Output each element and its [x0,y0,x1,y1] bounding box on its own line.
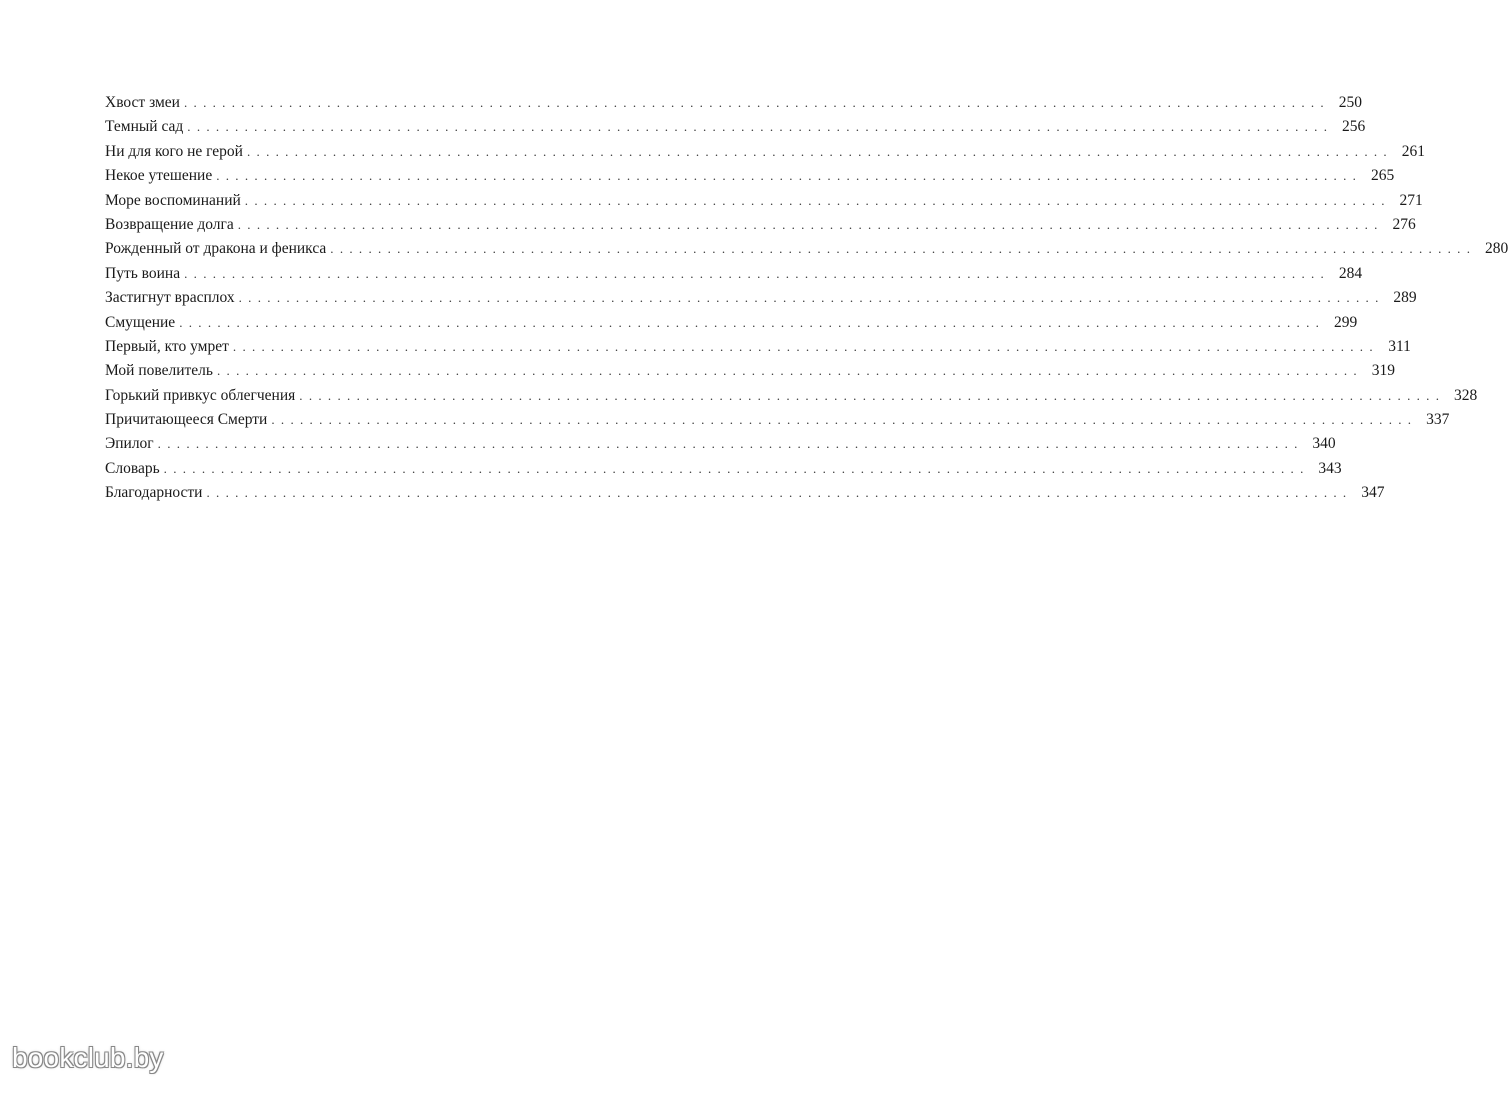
toc-entry[interactable] [105,91,1362,115]
toc-entry-page: 343 [1318,459,1342,477]
toc-dot-leader: ........................................................................................................................ [163,460,1310,476]
toc-dot-leader: ........................................................................................................................ [179,314,1326,330]
toc-dot-leader: ........................................................................................................................ [232,338,1379,354]
toc-entry-page: 337 [1426,411,1450,429]
toc-entry-title: Рожденный от дракона и феникса [105,240,327,258]
toc-entry-page: 340 [1312,435,1336,453]
toc-dot-leader: ........................................................................................................................ [216,363,1363,379]
toc-entry-page: 271 [1399,191,1423,209]
toc-dot-leader: ........................................................................................................................ [157,436,1304,452]
toc-entry-page: 256 [1342,118,1366,136]
toc-entry-title: Возвращение долга [105,215,234,233]
toc-entry-page: 289 [1393,289,1417,307]
toc-dot-leader: ........................................................................................................................ [246,143,1393,159]
toc-dot-leader: ........................................................................................................................ [184,265,1331,281]
toc-entry[interactable] [105,311,1358,335]
toc-entry-title: Мой повелитель [105,362,213,380]
toc-dot-leader: ........................................................................................................................ [238,290,1385,306]
toc-entry-title: Причитающееся Смерти [105,411,268,429]
toc-entry-title: Словарь [105,459,160,477]
toc-dot-leader: ........................................................................................................................ [271,412,1418,428]
toc-dot-leader: ........................................................................................................................ [330,241,1477,257]
toc-entry[interactable] [105,481,1385,505]
toc-dot-leader: ........................................................................................................................ [187,119,1334,135]
toc-entry-title: Горький привкус облегчения [105,386,296,404]
toc-dot-leader: ........................................................................................................................ [237,216,1384,232]
toc-entry-page: 311 [1388,337,1411,355]
table-of-contents [105,91,1508,506]
toc-entry-title: Благодарности [105,484,203,502]
toc-entry[interactable] [105,335,1411,359]
toc-entry-page: 328 [1454,386,1478,404]
toc-entry[interactable] [105,237,1508,261]
toc-entry-page: 261 [1401,142,1425,160]
toc-entry[interactable] [105,164,1395,188]
toc-entry-page: 280 [1485,240,1508,258]
toc-dot-leader: ........................................................................................................................ [216,168,1363,184]
toc-entry-title: Первый, кто умрет [105,337,229,355]
toc-entry-title: Путь воина [105,264,181,282]
toc-entry[interactable] [105,408,1450,432]
toc-entry-title: Ни для кого не герой [105,142,243,160]
toc-entry-title: Эпилог [105,435,154,453]
toc-entry-title: Застигнут врасплох [105,289,235,307]
toc-entry[interactable] [105,262,1363,286]
toc-entry[interactable] [105,384,1478,408]
toc-entry[interactable] [105,140,1425,164]
toc-entry[interactable] [105,213,1416,237]
toc-entry-page: 347 [1361,484,1385,502]
toc-entry[interactable] [105,286,1417,310]
toc-entry-title: Море воспоминаний [105,191,241,209]
toc-entry-page: 319 [1371,362,1395,380]
toc-dot-leader: ........................................................................................................................ [299,387,1446,403]
toc-entry-title: Смущение [105,313,176,331]
toc-entry-page: 299 [1333,313,1358,331]
toc-entry-title: Некое утешение [105,167,213,185]
toc-entry[interactable] [105,189,1423,213]
toc-entry-page: 276 [1392,215,1416,233]
toc-entry-page: 265 [1370,167,1395,185]
toc-entry[interactable] [105,457,1342,481]
toc-entry[interactable] [105,359,1395,383]
toc-dot-leader: ........................................................................................................................ [183,95,1330,110]
watermark: bookclub.by [12,1042,164,1073]
toc-dot-leader: ........................................................................................................................ [206,485,1353,501]
toc-entry[interactable] [105,115,1366,139]
toc-entry-title: Хвост змеи [105,94,180,111]
toc-entry-page: 284 [1338,264,1363,282]
toc-entry[interactable] [105,432,1336,456]
toc-dot-leader: ........................................................................................................................ [244,192,1391,208]
toc-entry-title: Темный сад [105,118,184,136]
toc-entry-page: 250 [1338,94,1362,111]
